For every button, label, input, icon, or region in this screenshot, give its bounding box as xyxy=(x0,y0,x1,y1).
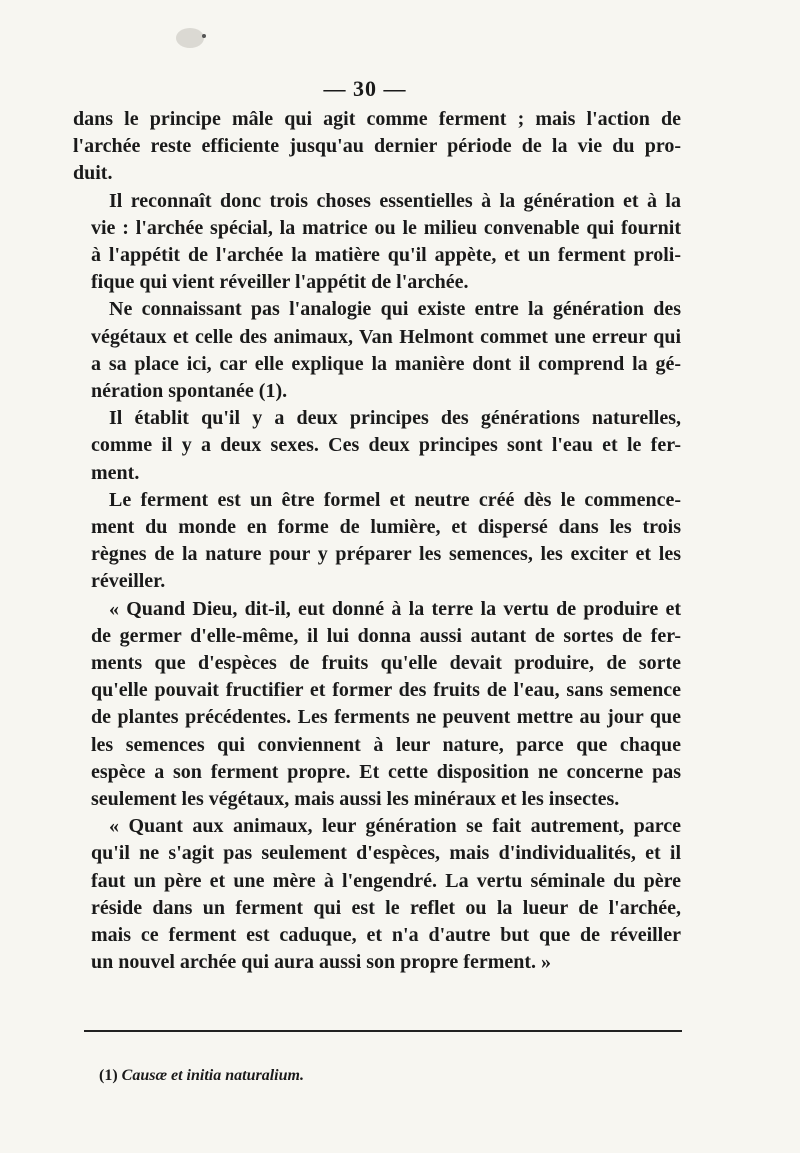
text-line: fique qui vient réveiller l'appétit de l'archée. xyxy=(91,271,469,294)
text-line: nération spontanée (1). xyxy=(91,380,288,403)
text-line: qu'il ne s'agit pas seulement d'espèces, mais d'individualités, et il xyxy=(91,842,681,865)
text-line: de plantes précédentes. Les ferments ne peuvent mettre au jour que xyxy=(91,706,681,729)
text-line: réveiller. xyxy=(91,570,166,593)
text-line: « Quant aux animaux, leur génération se fait autrement, parce xyxy=(109,815,681,838)
text-line: l'archée reste efficiente jusqu'au dernier période de la vie du pro- xyxy=(73,135,681,158)
paragraph xyxy=(73,487,681,596)
text-line: Il établit qu'il y a deux principes des générations naturelles, xyxy=(109,407,681,430)
text-line: seulement les végétaux, mais aussi les minéraux et les insectes. xyxy=(91,788,620,811)
text-line: dans le principe mâle qui agit comme ferment ; mais l'action de xyxy=(73,108,681,130)
text-line: mais ce ferment est caduque, et n'a d'autre but que de réveiller xyxy=(91,924,681,947)
paragraph xyxy=(73,405,681,487)
text-line: « Quand Dieu, dit-il, eut donné à la terre la vertu de produire et xyxy=(109,597,681,620)
paragraph xyxy=(73,813,681,976)
footnote-text: Causæ et initia naturalium. xyxy=(121,1067,304,1084)
text-line: règnes de la nature pour y préparer les semences, les exciter et les xyxy=(91,543,681,566)
body-text xyxy=(73,106,681,977)
text-line: végétaux et celle des animaux, Van Helmont commet une erreur qui xyxy=(91,325,681,348)
text-line: à l'appétit de l'archée la matière qu'il appète, et un ferment proli- xyxy=(91,244,681,267)
text-line: a sa place ici, car elle explique la manière dont il comprend la gé- xyxy=(91,352,681,375)
text-line: ment du monde en forme de lumière, et dispersé dans les trois xyxy=(91,516,681,539)
text-line: réside dans un ferment qui est le reflet ou la lueur de l'archée, xyxy=(91,896,681,919)
footnote-rule xyxy=(84,1030,682,1032)
paragraph xyxy=(73,106,681,188)
text-line: duit. xyxy=(73,162,113,185)
text-line: ments que d'espèces de fruits qu'elle devait produire, de sorte xyxy=(91,652,681,675)
page-number: — 30 — xyxy=(323,76,407,101)
text-line: de germer d'elle-même, il lui donna aussi autant de sortes de fer- xyxy=(91,624,681,647)
text-line: Ne connaissant pas l'analogie qui existe entre la génération des xyxy=(109,298,681,321)
ink-stain xyxy=(172,22,212,52)
text-line: vie : l'archée spécial, la matrice ou le milieu convenable qui fournit xyxy=(91,216,681,239)
text-line: faut un père et une mère à l'engendré. La vertu séminale du père xyxy=(91,869,681,892)
paragraph xyxy=(73,188,681,297)
text-line: Le ferment est un être formel et neutre créé dès le commence- xyxy=(109,488,681,511)
paragraph xyxy=(73,596,681,814)
text-line: qu'elle pouvait fructifier et former des fruits de l'eau, sans semence xyxy=(91,679,681,702)
text-line: Il reconnaît donc trois choses essentielles à la génération et à la xyxy=(109,189,681,212)
paragraph xyxy=(73,296,681,405)
text-line: comme il y a deux sexes. Ces deux principes sont l'eau et le fer- xyxy=(91,434,681,457)
text-line: les semences qui conviennent à leur nature, parce que chaque xyxy=(91,733,681,756)
footnote-marker: (1) xyxy=(99,1067,118,1084)
text-line: espèce a son ferment propre. Et cette disposition ne concerne pas xyxy=(91,760,681,783)
text-line: ment. xyxy=(91,461,140,484)
footnote xyxy=(99,1067,304,1085)
text-line: un nouvel archée qui aura aussi son propre ferment. » xyxy=(91,951,552,974)
